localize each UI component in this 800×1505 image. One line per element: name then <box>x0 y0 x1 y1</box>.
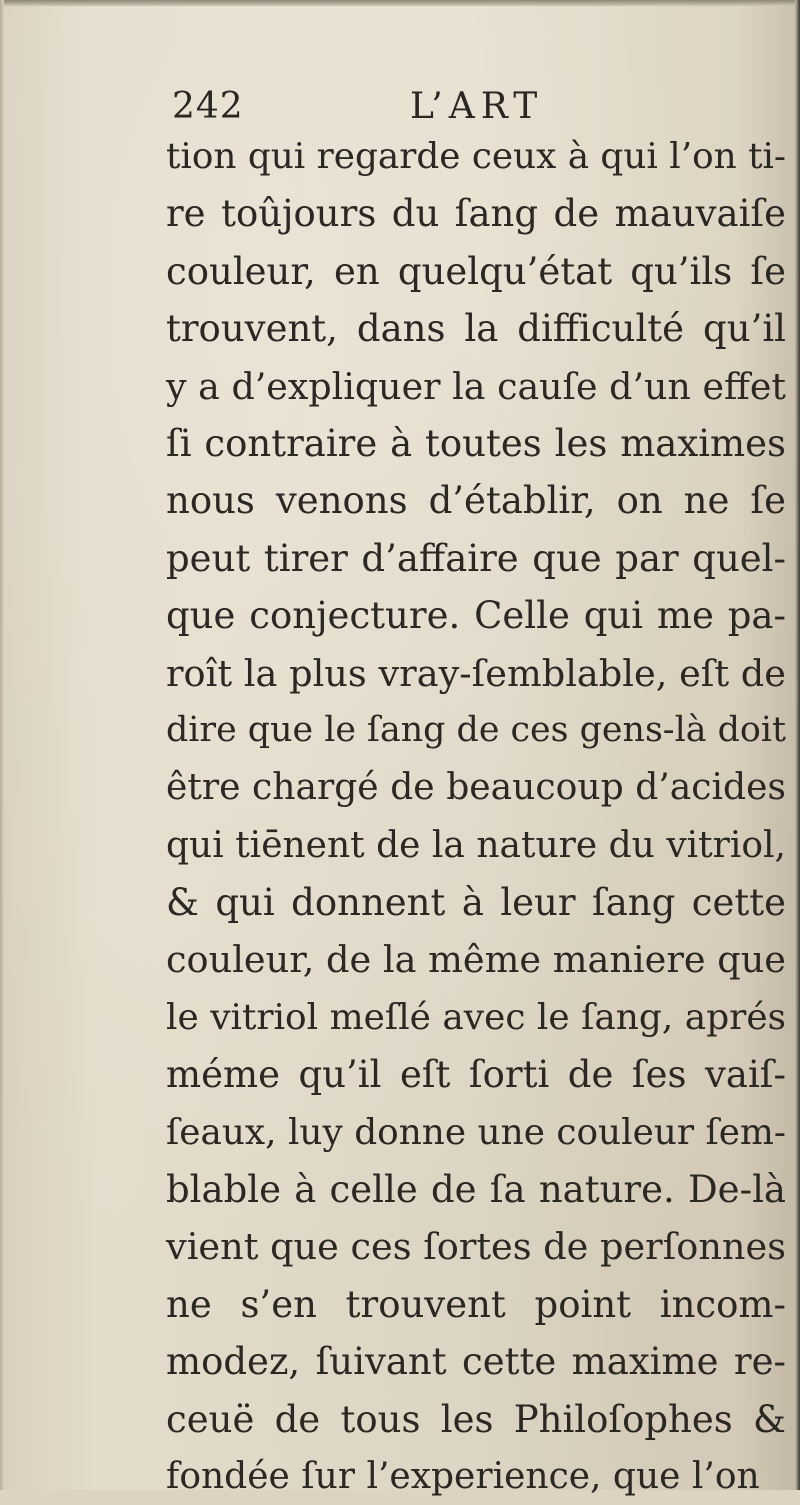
text-line: & qui donnent à leur ſang cette <box>166 881 786 925</box>
text-line: qui tiēnent de la nature du vitriol, <box>166 824 786 866</box>
text-line: modez, ſuivant cette maxime re- <box>166 1340 786 1384</box>
text-line: méme qu’il eſt ſorti de ſes vaiſ- <box>166 1053 787 1097</box>
text-line: roît la plus vray-ſemblable, eſt de <box>166 651 786 695</box>
text-line: couleur, en quelqu’état qu’ils ſe <box>166 249 786 293</box>
page-right-edge <box>795 0 800 1490</box>
text-line: le vitriol meſlé avec le ſang, aprés <box>166 996 787 1038</box>
text-line: trouvent, dans la difficulté qu’il <box>166 307 786 351</box>
text-line: re toûjours du ſang de mauvaiſe <box>166 192 786 236</box>
text-line: ſeaux, luy donne une couleur ſem- <box>166 1111 786 1153</box>
page-header <box>172 82 732 132</box>
text-line: blable à celle de ſa nature. De-là <box>166 1168 786 1212</box>
text-line: vient que ces ſortes de perſonnes <box>166 1225 786 1269</box>
text-line: ſi contraire à toutes les maximes <box>166 421 787 465</box>
page-left-edge <box>0 0 4 1490</box>
page-top-edge <box>0 0 800 6</box>
text-line: être chargé de beaucoup d’acides <box>166 766 786 809</box>
text-line: ne s’en trouvent point incom- <box>166 1282 786 1326</box>
text-line: couleur, de la même maniere que <box>166 938 786 982</box>
page-number: 242 <box>172 86 244 127</box>
text-line: tion qui regarde ceux à qui l’on ti- <box>166 136 787 177</box>
text-line: nous venons d’établir, on ne ſe <box>166 479 786 523</box>
body-text <box>166 128 786 1505</box>
text-line: peut tirer d’affaire que par quel- <box>166 536 787 580</box>
text-line: fondée ſur l’experience, que l’on <box>166 1455 760 1497</box>
text-line: y a d’expliquer la cauſe d’un effet <box>166 364 786 408</box>
text-line: ceuë de tous les Philoſophes & <box>166 1397 786 1441</box>
running-title: L’ART <box>410 86 544 127</box>
text-line: que conjecture. Celle qui me pa- <box>166 594 786 638</box>
text-line: dire que le ſang de ces gens-là doit <box>166 709 786 750</box>
